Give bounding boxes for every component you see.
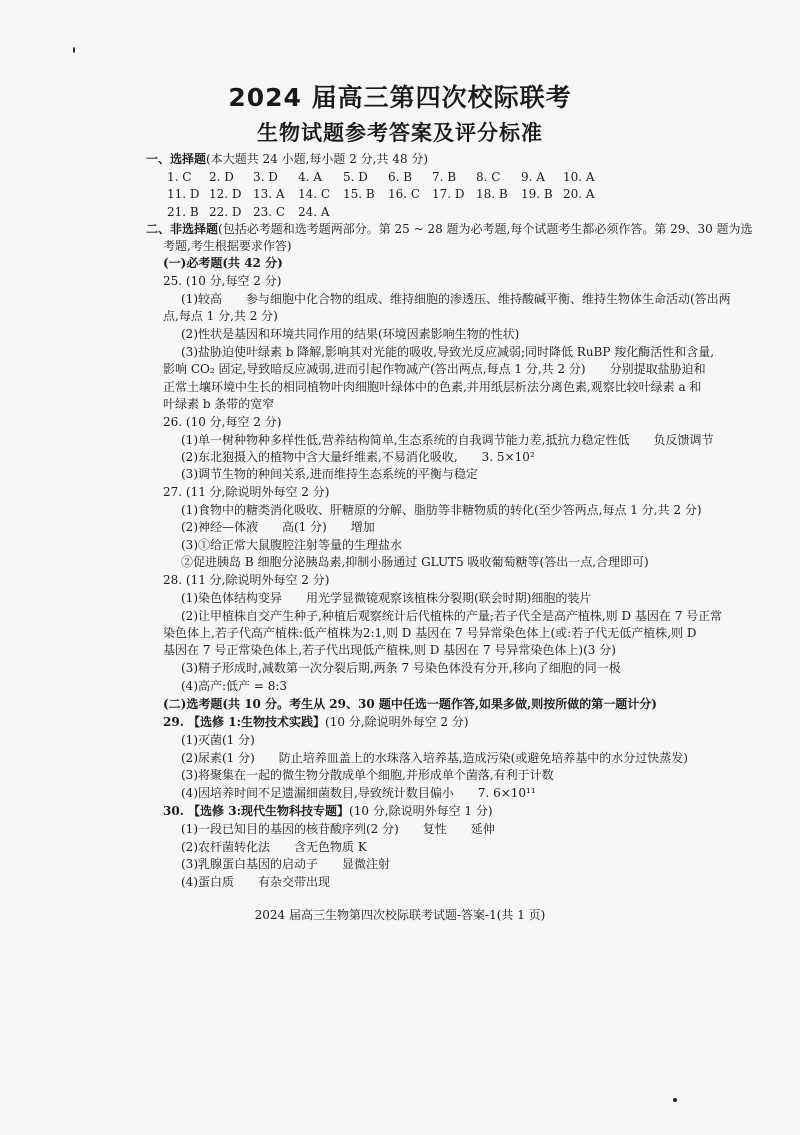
mc-answer: 23. C bbox=[253, 205, 286, 219]
q25-line: (3)盐胁迫使叶绿素 b 降解,影响其对光能的吸收,导致光反应减弱;同时降低 RuBP 羧化酶活性和含量, bbox=[181, 345, 715, 359]
scan-mark bbox=[73, 47, 75, 53]
section2-line bbox=[146, 222, 753, 237]
q26-head: 26. (10 分,每空 2 分) bbox=[163, 415, 282, 429]
section2-heading: 二、非选择题 bbox=[146, 222, 219, 236]
page-subtitle: 生物试题参考答案及评分标准 bbox=[257, 121, 543, 145]
mc-answer: 5. D bbox=[343, 170, 368, 184]
q25-line: 影响 CO₂ 固定,导致暗反应减弱,进而引起作物减产(答出两点,每点 1 分,共 2 分) 分别提取盐胁迫和 bbox=[163, 362, 706, 376]
q27-line: (2)神经—体液 高(1 分) 增加 bbox=[181, 520, 375, 534]
mc-answer: 13. A bbox=[253, 187, 285, 201]
q27-head: 27. (11 分,除说明外每空 2 分) bbox=[163, 485, 330, 499]
q25-head: 25. (10 分,每空 2 分) bbox=[163, 274, 282, 288]
q28-line: 染色体上,若子代高产植株:低产植株为2:1,则 D 基因在 7 号异常染色体上(或:若子代无低产植株,则 D bbox=[163, 626, 697, 640]
q27-line: (3)①给正常大鼠腹腔注射等量的生理盐水 bbox=[181, 538, 402, 552]
q29-head bbox=[163, 715, 469, 730]
q30-line: (2)农杆菌转化法 含无色物质 K bbox=[181, 840, 367, 854]
q26-line: (3)调节生物的种间关系,进而维持生态系统的平衡与稳定 bbox=[181, 467, 478, 481]
q28-line: (4)高产:低产 = 8:3 bbox=[181, 679, 288, 693]
mc-answer: 11. D bbox=[167, 187, 200, 201]
q29-line: (2)尿素(1 分) 防止培养皿盖上的水珠落入培养基,造成污染(或避免培养基中的水分过快蒸发) bbox=[181, 751, 688, 765]
q27-line: ②促进胰岛 B 细胞分泌胰岛素,抑制小肠通过 GLUT5 吸收葡萄糖等(答出一点,合理即可) bbox=[181, 555, 649, 569]
q26-line: (2)东北狍摄入的植物中含大量纤维素,不易消化吸收, 3. 5×10² bbox=[181, 450, 535, 464]
section1-line bbox=[146, 152, 428, 167]
q28-line: (1)染色体结构变异 用光学显微镜观察该植株分裂期(联会时期)细胞的装片 bbox=[181, 591, 592, 605]
q28-line: (2)让甲植株自交产生种子,种植后观察统计后代植株的产量;若子代全是高产植株,则 D 基因在 7 号正常 bbox=[181, 609, 723, 623]
q29-line: (3)将聚集在一起的微生物分散成单个细胞,并形成单个菌落,有利于计数 bbox=[181, 768, 554, 782]
mc-answer: 9. A bbox=[521, 170, 545, 184]
mc-answer: 15. B bbox=[343, 187, 375, 201]
q29-head-title: 29. 【选修 1:生物技术实践】 bbox=[163, 715, 326, 729]
q25-line: 点,每点 1 分,共 2 分) bbox=[163, 309, 278, 323]
mc-answer: 18. B bbox=[476, 187, 508, 201]
mc-answer: 2. D bbox=[209, 170, 234, 184]
q30-head-rest: (10 分,除说明外每空 1 分) bbox=[349, 804, 493, 818]
q25-line: 叶绿素 b 条带的宽窄 bbox=[163, 397, 275, 411]
elective-heading: (二)选考题(共 10 分。考生从 29、30 题中任选一题作答,如果多做,则按所做的第一题计分) bbox=[163, 697, 657, 711]
mc-answer: 4. A bbox=[298, 170, 322, 184]
mc-answer: 6. B bbox=[388, 170, 413, 184]
mc-answer: 19. B bbox=[521, 187, 553, 201]
mc-answer: 3. D bbox=[253, 170, 278, 184]
q29-line: (1)灭菌(1 分) bbox=[181, 733, 255, 747]
mc-answer: 8. C bbox=[476, 170, 501, 184]
q27-line: (1)食物中的糖类消化吸收、肝糖原的分解、脂肪等非糖物质的转化(至少答两点,每点 1 分,共 2 分) bbox=[181, 503, 702, 517]
mc-answer: 17. D bbox=[432, 187, 465, 201]
mc-answer: 10. A bbox=[563, 170, 595, 184]
section2-desc-2: 考题,考生根据要求作答) bbox=[163, 239, 292, 253]
q30-line: (4)蛋白质 有杂交带出现 bbox=[181, 875, 330, 889]
required-heading: (一)必考题(共 42 分) bbox=[163, 256, 283, 270]
mc-answer: 7. B bbox=[432, 170, 457, 184]
mc-answer: 1. C bbox=[167, 170, 192, 184]
section2-desc-1: (包括必考题和选考题两部分。第 25 ~ 28 题为必考题,每个试题考生都必须作答。第 29、30 题为选 bbox=[218, 222, 753, 236]
page-title: 2024 届高三第四次校际联考 bbox=[228, 83, 572, 112]
q30-head bbox=[163, 804, 493, 819]
page-footer: 2024 届高三生物第四次校际联考试题-答案-1(共 1 页) bbox=[254, 908, 546, 922]
section1-desc: (本大题共 24 小题,每小题 2 分,共 48 分) bbox=[206, 152, 429, 166]
q25-line: (1)较高 参与细胞中化合物的组成、维持细胞的渗透压、维持酸碱平衡、维持生物体生命活动(答出两 bbox=[181, 292, 731, 306]
q28-head: 28. (11 分,除说明外每空 2 分) bbox=[163, 573, 330, 587]
q29-head-rest: (10 分,除说明外每空 2 分) bbox=[325, 715, 469, 729]
section1-heading: 一、选择题 bbox=[146, 152, 207, 166]
mc-answer: 21. B bbox=[167, 205, 199, 219]
mc-answer: 22. D bbox=[209, 205, 242, 219]
mc-answer: 14. C bbox=[298, 187, 331, 201]
q25-line: (2)性状是基因和环境共同作用的结果(环境因素影响生物的性状) bbox=[181, 327, 520, 341]
mc-answer: 16. C bbox=[388, 187, 421, 201]
q28-line: 基因在 7 号正常染色体上,若子代出现低产植株,则 D 基因在 7 号异常染色体上)(3 分) bbox=[163, 643, 616, 657]
q26-line: (1)单一树种物种多样性低,营养结构简单,生态系统的自我调节能力差,抵抗力稳定性低 负反馈调节 bbox=[181, 433, 714, 447]
mc-answer: 12. D bbox=[209, 187, 242, 201]
q25-line: 正常土壤环境中生长的相同植物叶肉细胞叶绿体中的色素,并用纸层析法分离色素,观察比较叶绿素 a 和 bbox=[163, 380, 702, 394]
q28-line: (3)精子形成时,减数第一次分裂后期,两条 7 号染色体没有分开,移向了细胞的同一极 bbox=[181, 661, 621, 675]
q30-line: (3)乳腺蛋白基因的启动子 显微注射 bbox=[181, 857, 390, 871]
mc-answer: 20. A bbox=[563, 187, 595, 201]
mc-answer: 24. A bbox=[298, 205, 330, 219]
scan-mark bbox=[673, 1098, 677, 1102]
q29-line: (4)因培养时间不足遗漏细菌数目,导致统计数目偏小 7. 6×10¹¹ bbox=[181, 786, 536, 800]
q30-head-title: 30. 【选修 3:现代生物科技专题】 bbox=[163, 804, 350, 818]
q30-line: (1)一段已知目的基因的核苷酸序列(2 分) 复性 延伸 bbox=[181, 822, 495, 836]
